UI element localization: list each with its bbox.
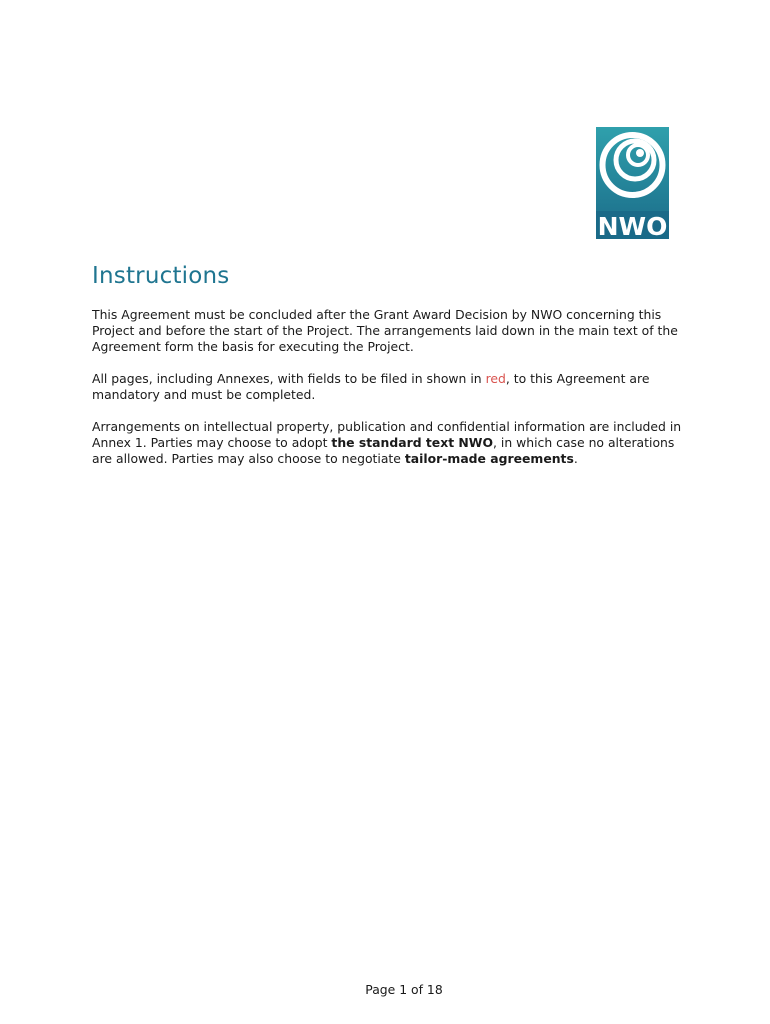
paragraph-3-part2: , in which case no alterations are allowed. Parties may also choose to negotiate	[92, 435, 675, 466]
standard-text-bold: the standard text NWO	[331, 435, 493, 450]
red-highlight: red	[485, 371, 506, 386]
page-title: Instructions	[92, 263, 230, 289]
tailor-made-bold: tailor-made agreements	[404, 451, 574, 466]
paragraph-3-part3: .	[573, 451, 578, 466]
page-number: Page 1 of 18	[365, 982, 443, 997]
instructions-body	[92, 307, 692, 483]
paragraph-3	[92, 419, 692, 467]
paragraph-3-part1: Arrangements on intellectual property, publication and confidential information are included in Annex 1. Parties may choose to adopt	[92, 419, 682, 450]
paragraph-2-before: All pages, including Annexes, with fields to be filed in shown in	[92, 371, 486, 386]
nwo-logo	[596, 127, 669, 239]
paragraph-2-after: , to this Agreement are mandatory and must be completed.	[92, 371, 650, 402]
paragraph-2	[92, 371, 692, 403]
paragraph-1: This Agreement must be concluded after the Grant Award Decision by NWO concerning this Project and before the start of the Project. The arrangements laid down in the main text of the Agreement form the basis for executing the Project.	[92, 307, 678, 354]
logo-text: NWO	[597, 212, 668, 239]
